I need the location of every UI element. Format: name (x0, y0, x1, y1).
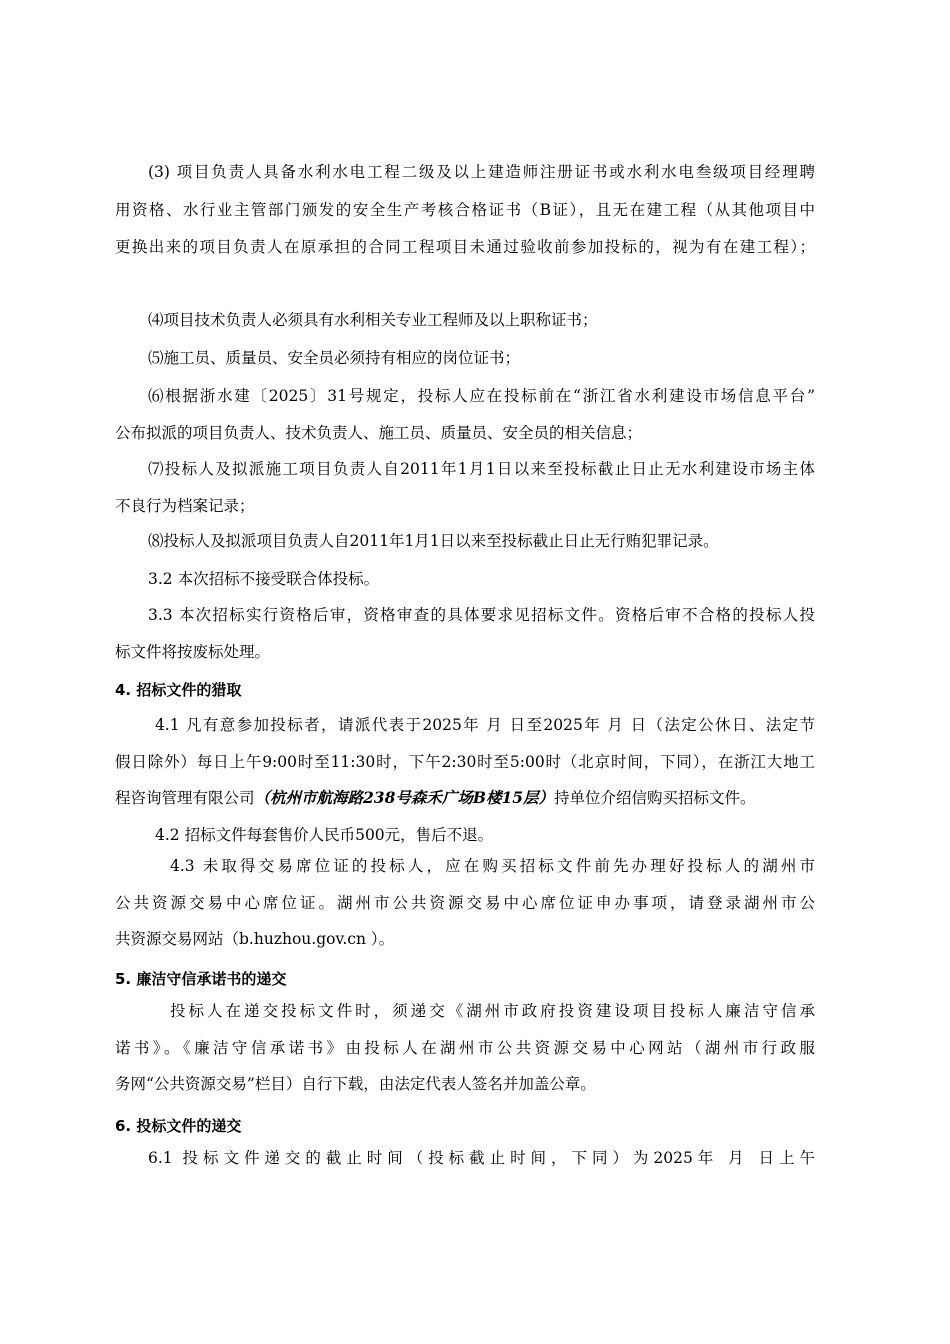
paragraph-5-line-2: 诺书》。《廉洁守信承诺书》由投标人在湖州市公共资源交易中心网站（湖州市行政服 (115, 1039, 815, 1057)
section-4-heading: 4. 招标文件的猎取 (115, 681, 242, 699)
paragraph-8: ⑻投标人及拟派项目负责人自2011年1月1日以来至投标截止日止无行贿犯罪记录。 (148, 532, 719, 550)
paragraph-4-3-line-2: 公共资源交易中心席位证。湖州市公共资源交易中心席位证申办事项，请登录湖州市公 (115, 894, 815, 912)
paragraph-6-line-1: ⑹根据浙水建〔2025〕31号规定，投标人应在投标前在“浙江省水利建设市场信息平台” (148, 387, 815, 405)
paragraph-5-line-1: 投标人在递交投标文件时，须递交《湖州市政府投资建设项目投标人廉洁守信承 (170, 1002, 815, 1020)
paragraph-3-line-2: 用资格、水行业主管部门颁发的安全生产考核合格证书（B证），且无在建工程（从其他项目中 (115, 201, 815, 219)
company-name: 程咨询管理有限公司 (115, 789, 255, 807)
purchase-note: 持单位介绍信购买招标文件。 (554, 789, 756, 807)
paragraph-4-1-line-2: 假日除外）每日上午9:00时至11:30时，下午2:30时至5:00时（北京时间，下同），在浙江大地工 (115, 753, 815, 771)
company-address: （杭州市航海路238号森禾广场B楼15层） (254, 788, 555, 807)
section-6-heading: 6. 投标文件的递交 (115, 1117, 242, 1135)
paragraph-4-3-line-1: 4.3 未取得交易席位证的投标人，应在购买招标文件前先办理好投标人的湖州市 (170, 857, 815, 875)
section-5-heading: 5. 廉洁守信承诺书的递交 (115, 970, 287, 988)
paragraph-5-line-3: 务网“公共资源交易”栏目）自行下载，由法定代表人签名并加盖公章。 (115, 1075, 596, 1093)
paragraph-4-3-line-3: 共资源交易网站（b.huzhou.gov.cn ）。 (115, 930, 395, 948)
paragraph-3-2: 3.2 本次招标不接受联合体投标。 (148, 570, 380, 588)
paragraph-4-2: 4.2 招标文件每套售价人民币500元，售后不退。 (155, 826, 494, 844)
paragraph-3-3-line-1: 3.3 本次招标实行资格后审，资格审查的具体要求见招标文件。资格后审不合格的投标人投 (148, 606, 815, 624)
paragraph-3-line-3: 更换出来的项目负责人在原承担的合同工程项目未通过验收前参加投标的，视为有在建工程）； (115, 238, 815, 256)
paragraph-4: ⑷项目技术负责人必须具有水利相关专业工程师及以上职称证书； (148, 311, 598, 329)
paragraph-7-line-2: 不良行为档案记录； (115, 497, 255, 515)
paragraph-4-1-line-1: 4.1 凡有意参加投标者，请派代表于2025年 月 日至2025年 月 日（法定公休日、法定节 (155, 716, 815, 734)
paragraph-6-1-line-1: 6.1 投标文件递交的截止时间（投标截止时间，下同）为2025年 月 日上午 (148, 1149, 815, 1167)
paragraph-5: ⑸施工员、质量员、安全员必须持有相应的岗位证书； (148, 349, 521, 367)
paragraph-7-line-1: ⑺投标人及拟派施工项目负责人自2011年1月1日以来至投标截止日止无水利建设市场主体 (148, 460, 815, 478)
paragraph-3-3-line-2: 标文件将按废标处理。 (115, 643, 271, 661)
paragraph-6-line-2: 公布拟派的项目负责人、技术负责人、施工员、质量员、安全员的相关信息； (115, 424, 643, 442)
paragraph-4-1-line-3 (115, 788, 815, 808)
paragraph-3-line-1: (3) 项目负责人具备水利水电工程二级及以上建造师注册证书或水利水电叁级项目经理聘 (148, 163, 815, 181)
